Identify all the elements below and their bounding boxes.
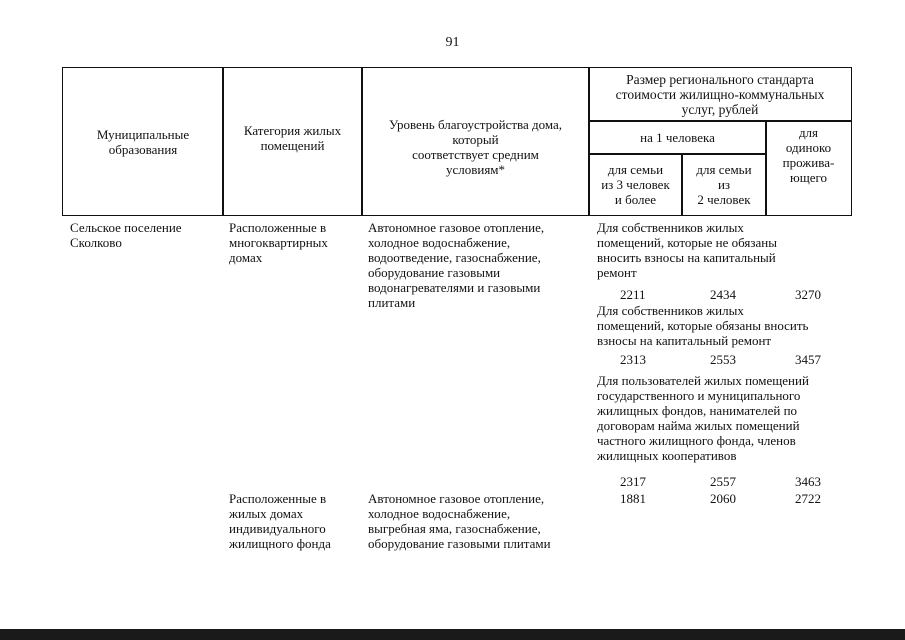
row1-group3-family2: 2557 — [710, 474, 736, 489]
header-family3: для семьи из 3 человек и более — [588, 153, 683, 216]
row2-single: 2722 — [795, 491, 821, 506]
row1-group1-family2: 2434 — [710, 287, 736, 302]
row2-amenity: Автономное газовое отопление, холодное водоснабжение, выгребная яма, газоснабжение, оборудование газовыми плитами — [368, 491, 551, 551]
row1-group2-single: 3457 — [795, 352, 821, 367]
header-standard: Размер регионального стандарта стоимости жилищно-коммунальных услуг, рублей — [588, 67, 852, 122]
row1-group1-label: Для собственников жилых помещений, которые не обязаны вносить взносы на капитальный ремонт — [597, 220, 777, 280]
row1-group1-family3: 2211 — [620, 287, 646, 302]
row1-group3-label: Для пользователей жилых помещений государственного и муниципального жилищных фондов, нанимателей по договорам найма жилых помещений частного жилищного фонда, членов жилищных кооперативов — [597, 373, 809, 463]
municipality-name: Сельское поселение Сколково — [70, 220, 182, 250]
row1-group3-single: 3463 — [795, 474, 821, 489]
row2-family2: 2060 — [710, 491, 736, 506]
header-single: для одиноко прожива- ющего — [765, 120, 852, 216]
header-family2: для семьи из 2 человек — [681, 153, 767, 216]
header-category: Категория жилых помещений — [222, 67, 363, 216]
row1-group1-single: 3270 — [795, 287, 821, 302]
page-number: 91 — [445, 35, 460, 50]
row2-family3: 1881 — [620, 491, 646, 506]
row1-amenity: Автономное газовое отопление, холодное водоснабжение, водоотведение, газоснабжение, оборудование газовыми водонагревателями и газовыми плитами — [368, 220, 545, 310]
row1-group2-family2: 2553 — [710, 352, 736, 367]
row1-group2-family3: 2313 — [620, 352, 646, 367]
header-amenity: Уровень благоустройства дома, который соответствует средним условиям* — [361, 67, 590, 216]
row1-group3-family3: 2317 — [620, 474, 646, 489]
bottom-scan-border — [0, 629, 905, 640]
row2-category: Расположенные в жилых домах индивидуального жилищного фонда — [229, 491, 331, 551]
header-per-person: на 1 человека — [588, 120, 767, 155]
row1-category: Расположенные в многоквартирных домах — [229, 220, 328, 265]
row1-group2-label: Для собственников жилых помещений, которые обязаны вносить взносы на капитальный ремонт — [597, 303, 809, 348]
header-municipality: Муниципальные образования — [62, 67, 224, 216]
